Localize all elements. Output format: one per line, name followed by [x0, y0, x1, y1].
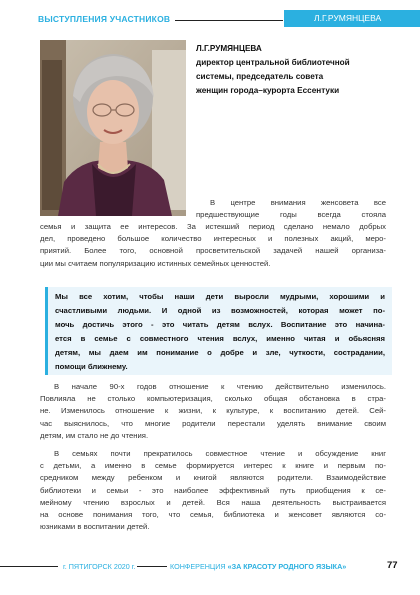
- text-line: детям, им стало не до чтения.: [40, 430, 149, 440]
- paragraph-2: [40, 381, 386, 442]
- footer-city-year: г. ПЯТИГОРСК 2020 г.: [63, 562, 136, 571]
- highlighted-quote: [45, 287, 392, 375]
- quote-line: счастливыми людьми. И одной из возможностей, которая может по-: [55, 306, 385, 315]
- paragraph-3: [40, 448, 386, 533]
- section-title: ВЫСТУПЛЕНИЯ УЧАСТНИКОВ: [38, 14, 171, 24]
- author-block: [196, 42, 406, 98]
- author-portrait-photo: [40, 40, 186, 216]
- footer-rule-left: [0, 566, 58, 567]
- text-line: не. Изменилось отношение к жизни, к культуре, к воспитанию детей. Сей-: [40, 406, 386, 416]
- intro-paragraph: [40, 221, 386, 270]
- text-line: В центре внимания женсовета все: [210, 198, 386, 207]
- author-title-line: системы, председатель совета: [196, 72, 324, 81]
- quote-text: [55, 290, 385, 374]
- author-title-line: женщин города–курорта Ессентуки: [196, 86, 340, 95]
- page-footer: [0, 555, 420, 575]
- quote-line: ется в семье с совместного чтения вслух, именно читая и обьясняя: [55, 334, 385, 343]
- text-line: предшествующие годы всегда стояла: [196, 210, 386, 220]
- footer-conference-prefix: КОНФЕРЕНЦИЯ: [170, 562, 226, 571]
- text-line: час выяснилось, что многие родители перестали уделять внимание своим: [40, 418, 386, 428]
- quote-line: детям, мы даем им понимание о добре и зле, чуткости, сострадании,: [55, 348, 385, 357]
- text-line: средником между ребенком и книгой являются родители. Взаимодействие: [40, 473, 386, 483]
- text-line: приятий. Более того, основной просветительской задачей нашей организа-: [40, 246, 386, 256]
- running-header-author-tab: [284, 10, 420, 27]
- text-line: дел, проведено большое количество интересных и полезных акций, меро-: [40, 234, 386, 244]
- footer-conference-name: «ЗА КРАСОТУ РОДНОГО ЯЗЫКА»: [227, 562, 347, 571]
- page-number: 77: [387, 560, 398, 571]
- text-line: В семьях почти прекратилось совместное чтение и обсуждение книг: [54, 449, 386, 458]
- author-tag: Л.Г.РУМЯНЦЕВА: [314, 13, 382, 23]
- text-line: с детьми, а именно в семье формируется интерес к книге и первым по-: [40, 461, 386, 471]
- intro-text-beside-photo: [196, 197, 386, 221]
- text-line: семья и защита ее интересов. За истекший период сделано немало добрых: [40, 222, 386, 231]
- quote-line: мочь достичь этого - это читать детям вслух. Воспитание это начина-: [55, 320, 385, 329]
- quote-line: Мы все хотим, чтобы наши дети выросли мудрыми, хорошими и: [55, 292, 385, 301]
- text-line: библиотеки и семьи - это наиболее эффективный путь приобщения к се-: [40, 485, 386, 495]
- author-title-line: директор центральной библиотечной: [196, 58, 350, 67]
- quote-accent-bar: [45, 287, 48, 375]
- running-header-section: [38, 12, 284, 28]
- text-line: ции мы считаем популяризацию истинных семейных ценностей.: [40, 258, 271, 268]
- footer-rule-middle: [137, 566, 167, 567]
- text-line: юзниками в воспитании детей.: [40, 522, 150, 532]
- quote-line: помощи ближнему.: [55, 362, 128, 371]
- header-rule: [175, 20, 283, 21]
- author-name: Л.Г.РУМЯНЦЕВА: [196, 44, 262, 53]
- text-line: на основе понимания того, что семья, библиотека и женсовет являются со-: [40, 510, 386, 520]
- footer-conference: [170, 562, 346, 571]
- text-line: мейному чтению взрослых и детей. Вся наша деятельность выстраивается: [40, 497, 386, 507]
- text-line: Повлияла не столько компьютеризация, сколько общая обстановка в стра-: [40, 394, 386, 404]
- text-line: В начале 90-х годов отношение к чтению действительно изменилось.: [54, 382, 386, 391]
- portrait-illustration: [40, 40, 186, 216]
